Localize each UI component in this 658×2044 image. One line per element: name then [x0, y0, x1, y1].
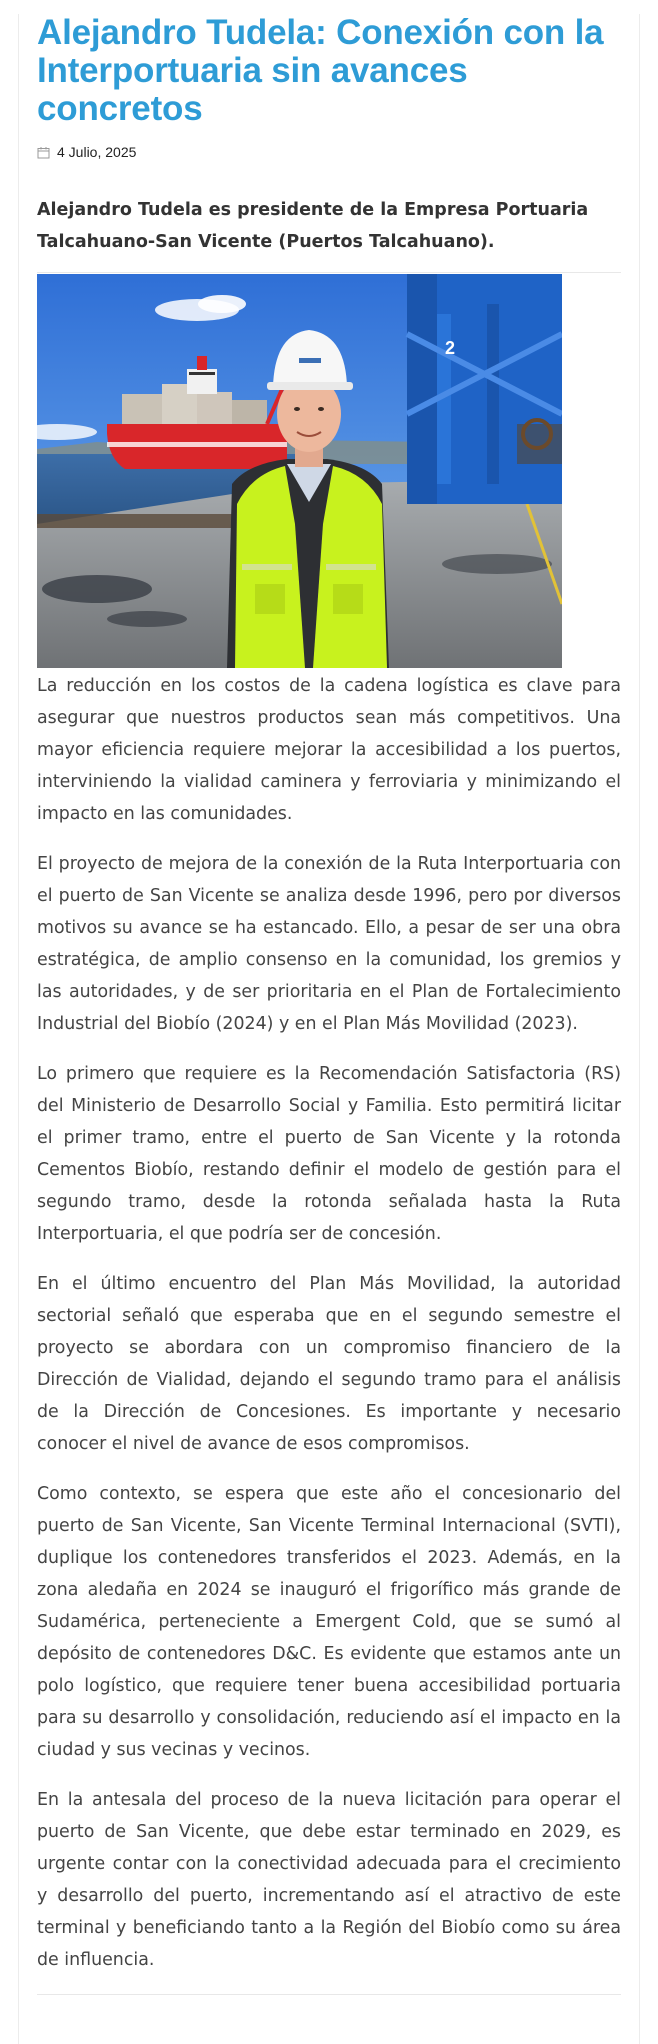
calendar-icon [37, 146, 50, 159]
paragraph-5: Como contexto, se espera que este año el concesionario del puerto de San Vicente, San Vicente Terminal Internacional (SVTI), duplique los contenedores transferidos el 2023. Además, en la zona aledaña en 2024 se inauguró el frigorífico más grande de Sudamérica, perteneciente a Emergent Cold, que se sumó al depósito de contenedores D&C. Es evidente que estamos ante un polo logístico, que requiere tener buena accesibilidad portuaria para su desarrollo y consolidación, reduciendo así el impacto en la ciudad y sus vecinas y vecinos. [37, 1484, 621, 1760]
article-body [37, 670, 621, 1976]
article-title: Alejandro Tudela: Conexión con la Interportuaria sin avances concretos [37, 13, 604, 128]
paragraph-6: En la antesala del proceso de la nueva licitación para operar el puerto de San Vicente, que debe estar terminado en 2029, es urgente contar con la conectividad adecuada para el crecimiento y desarrollo del puerto, incrementando así el atractivo de este terminal y beneficiando tanto a la Región del Biobío como su área de influencia. [37, 1790, 621, 1970]
article-divider [37, 1994, 621, 1995]
article-photo [37, 274, 562, 668]
crane-number: 2 [445, 338, 456, 358]
paragraph-4: En el último encuentro del Plan Más Movilidad, la autoridad sectorial señaló que esperaba que en el segundo semestre el proyecto se abordara con un compromiso financiero de la Dirección de Vialidad, dejando el segundo tramo para el análisis de la Dirección de Concesiones. Es importante y necesario conocer el nivel de avance de esos compromisos. [37, 1274, 621, 1454]
article-lead: Alejandro Tudela es presidente de la Empresa Portuaria Talcahuano-San Vicente (Puertos Talcahuano). [37, 194, 621, 273]
article-date: 4 Julio, 2025 [57, 144, 137, 160]
paragraph-1: La reducción en los costos de la cadena logística es clave para asegurar que nuestros productos sean más competitivos. Una mayor eficiencia requiere mejorar la accesibilidad a los puertos, interviniendo la vialidad caminera y ferroviaria y minimizando el impacto en las comunidades. [37, 676, 621, 824]
paragraph-2: El proyecto de mejora de la conexión de la Ruta Interportuaria con el puerto de San Vicente se analiza desde 1996, pero por diversos motivos su avance se ha estancado. Ello, a pesar de ser una obra estratégica, de amplio consenso en la comunidad, los gremios y las autoridades, y de ser prioritaria en el Plan de Fortalecimiento Industrial del Biobío (2024) y en el Plan Más Movilidad (2023). [37, 854, 621, 1034]
article-meta [37, 143, 621, 161]
paragraph-3: Lo primero que requiere es la Recomendación Satisfactoria (RS) del Ministerio de Desarrollo Social y Familia. Esto permitirá licitar el primer tramo, entre el puerto de San Vicente y la rotonda Cementos Biobío, restando definir el modelo de gestión para el segundo tramo, desde la rotonda señalada hasta la Ruta Interportuaria, el que podría ser de concesión. [37, 1064, 621, 1244]
article [37, 14, 621, 1995]
